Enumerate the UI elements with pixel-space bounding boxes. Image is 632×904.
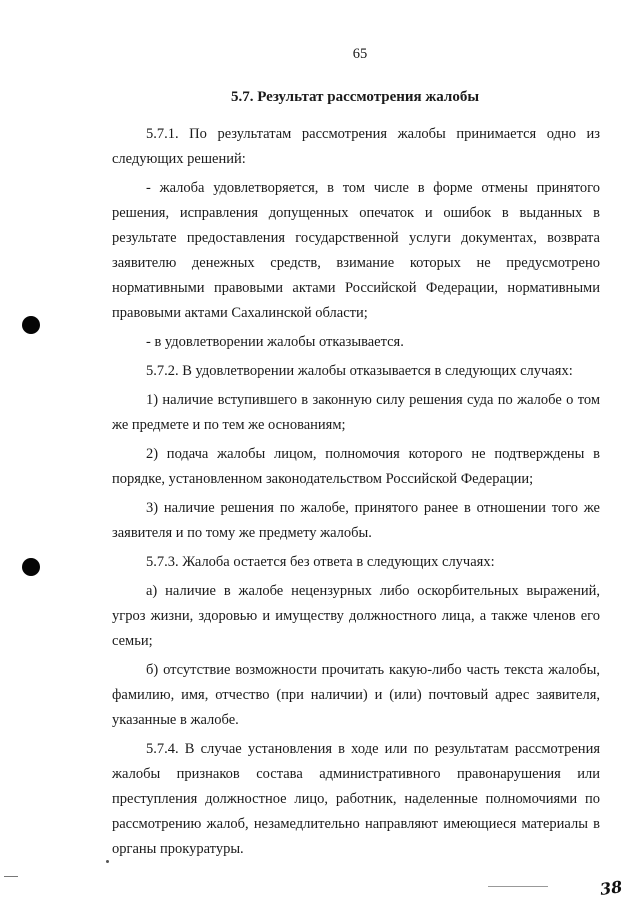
punch-hole xyxy=(22,558,40,576)
paragraph-5-7-1: 5.7.1. По результатам рассмотрения жалобы принимается одно из следующих решений: xyxy=(112,126,600,167)
paragraph-5-7-3: 5.7.3. Жалоба остается без ответа в следующих случаях: xyxy=(146,554,495,570)
scan-edge-mark xyxy=(488,886,548,887)
handwritten-sheet-number: 38 xyxy=(598,877,624,899)
punch-hole xyxy=(22,316,40,334)
body-text xyxy=(112,122,600,862)
page-number: 65 xyxy=(352,46,368,62)
paragraph-5-7-2: 5.7.2. В удовлетворении жалобы отказывается в следующих случаях: xyxy=(146,363,573,379)
scan-speck xyxy=(106,860,109,863)
scan-edge-mark xyxy=(4,876,18,877)
paragraph-no-answer-b: б) отсутствие возможности прочитать какую-либо часть текста жалобы, фамилию, имя, отчество (при наличии) и (или) почтовый адрес заявителя, указанные в жалобе. xyxy=(112,662,600,728)
paragraph-no-answer-a: а) наличие в жалобе нецензурных либо оскорбительных выражений, угроз жизни, здоровью и имуществу должностного лица, а также членов его семьи; xyxy=(112,583,600,649)
paragraph-decision-satisfied: - жалоба удовлетворяется, в том числе в форме отмены принятого решения, исправления допущенных опечаток и ошибок в выданных в результате предоставления государственной услуги документах, возврата заявителю денежных средств, взимание которых не предусмотрено нормативными правовыми актами Российской Федерации, нормативными правовыми актами Сахалинской области; xyxy=(112,180,600,321)
paragraph-refusal-2: 2) подача жалобы лицом, полномочия которого не подтверждены в порядке, установленном законодательством Российской Федерации; xyxy=(112,446,600,487)
paragraph-refusal-3: 3) наличие решения по жалобе, принятого ранее в отношении того же заявителя и по тому же предмету жалобы. xyxy=(112,500,600,541)
paragraph-decision-refused: - в удовлетворении жалобы отказывается. xyxy=(146,334,404,350)
section-heading: 5.7. Результат рассмотрения жалобы xyxy=(230,89,480,105)
paragraph-5-7-4: 5.7.4. В случае установления в ходе или по результатам рассмотрения жалобы признаков состава административного правонарушения или преступления должностное лицо, работник, наделенные полномочиями по рассмотрению жалоб, незамедлительно направляют имеющиеся материалы в органы прокуратуры. xyxy=(112,741,600,857)
paragraph-refusal-1: 1) наличие вступившего в законную силу решения суда по жалобе о том же предмете и по тем же основаниям; xyxy=(112,392,600,433)
